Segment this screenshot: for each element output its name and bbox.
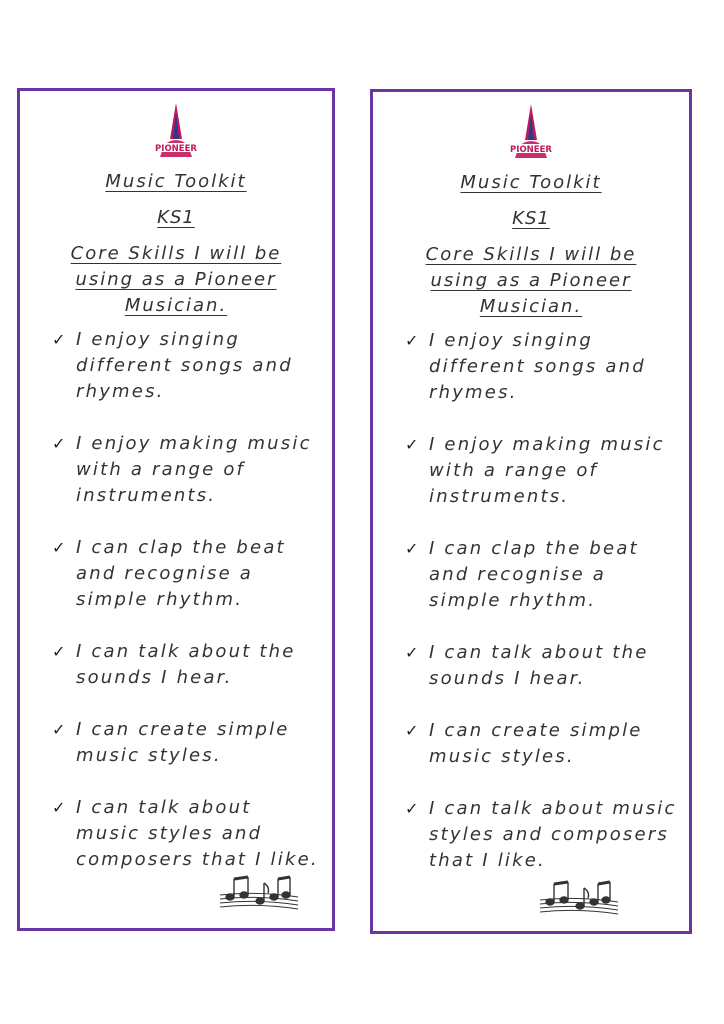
toolkit-title: Music Toolkit (460, 172, 602, 193)
skill-item (50, 639, 322, 717)
skill-text: I enjoy singing different songs and rhymes. (76, 329, 293, 402)
skill-text: I can talk about the sounds I hear. (429, 642, 649, 689)
pioneer-logo (501, 100, 561, 164)
skill-text: I can talk about music styles and composers that I like. (429, 798, 677, 871)
skill-text: I can create simple music styles. (429, 720, 643, 767)
toolkit-title: Music Toolkit (105, 171, 247, 192)
check-icon: ✓ (405, 331, 421, 350)
skills-list (50, 327, 322, 873)
key-stage-label: KS1 (512, 208, 550, 229)
skills-list (403, 328, 679, 874)
skill-item (50, 717, 322, 795)
skill-item (50, 535, 322, 639)
skill-item (403, 718, 679, 796)
pioneer-logo (146, 99, 206, 163)
logo-text: PIONEER (510, 145, 552, 155)
bookmark-card-left (17, 88, 335, 931)
skill-text: I enjoy making music with a range of instruments. (429, 434, 665, 507)
check-icon: ✓ (405, 721, 421, 740)
skill-text: I can clap the beat and recognise a simple rhythm. (76, 537, 286, 610)
check-icon: ✓ (405, 539, 421, 558)
key-stage-label: KS1 (157, 207, 195, 228)
skill-text: I can talk about music styles and composers that I like. (76, 797, 319, 870)
check-icon: ✓ (405, 799, 421, 818)
skill-item (50, 795, 322, 873)
check-icon: ✓ (52, 798, 68, 817)
check-icon: ✓ (52, 538, 68, 557)
check-icon: ✓ (52, 434, 68, 453)
skill-item (403, 328, 679, 432)
skill-item (50, 327, 322, 431)
check-icon: ✓ (405, 643, 421, 662)
music-notes-icon (538, 878, 620, 918)
skill-text: I can create simple music styles. (76, 719, 290, 766)
check-icon: ✓ (52, 642, 68, 661)
skill-text: I can talk about the sounds I hear. (76, 641, 296, 688)
skill-item (403, 640, 679, 718)
core-skills-heading: Core Skills I will be using as a Pioneer Musician. (425, 244, 637, 317)
skill-item (403, 536, 679, 640)
core-skills-heading: Core Skills I will be using as a Pioneer Musician. (70, 243, 282, 316)
skill-item (403, 432, 679, 536)
check-icon: ✓ (405, 435, 421, 454)
skill-text: I enjoy making music with a range of instruments. (76, 433, 312, 506)
music-notes-icon (218, 873, 300, 913)
skill-item (50, 431, 322, 535)
check-icon: ✓ (52, 330, 68, 349)
logo-text: PIONEER (155, 144, 197, 154)
bookmark-card-right (370, 89, 692, 934)
skill-text: I can clap the beat and recognise a simple rhythm. (429, 538, 639, 611)
skill-item (403, 796, 679, 874)
skill-text: I enjoy singing different songs and rhymes. (429, 330, 646, 403)
check-icon: ✓ (52, 720, 68, 739)
